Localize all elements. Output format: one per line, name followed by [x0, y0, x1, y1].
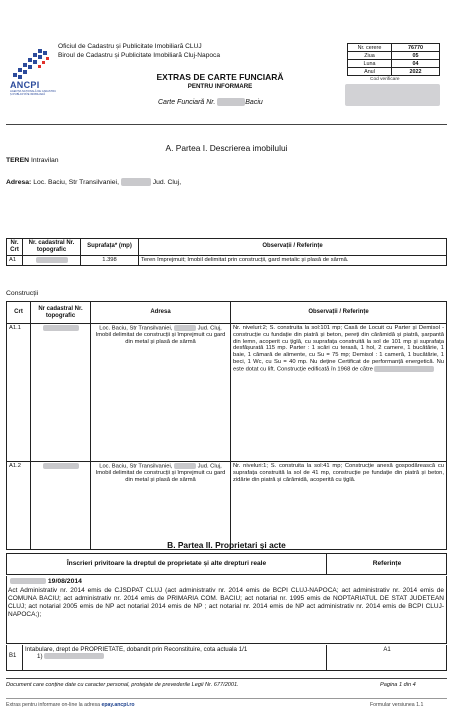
constructii-adresa-a: Loc. Baciu, Str Transilvaniei, [99, 463, 173, 470]
office-names [58, 42, 220, 60]
meta-label: Anul [348, 68, 392, 76]
cf-locality: Baciu [245, 98, 263, 106]
teren-cell-observatii: Teren împrejmuit; Imobil delimitat prin construcții, gard metalic și plasă de sârmă. [139, 255, 447, 265]
adresa-line [6, 178, 181, 186]
b1-referinte: A1 [383, 647, 391, 653]
table-row [7, 324, 447, 462]
meta-value: 04 [392, 60, 440, 68]
constructii-cell-cadastral [31, 324, 91, 462]
meta-label: Nr. cerere [348, 44, 392, 52]
partea2-header-referinte: Referințe [372, 560, 402, 567]
cod-verificare-label: Cod verificare [370, 77, 400, 82]
constructii-cell-observatii: Nr. niveluri:1; S. construita la sol:41 mp; Construcție anexă gospodărească cu suprafața construită la sol de 41 mp, construcție pe fundație din piatră și beton, zidărie din piatră și cărămidă, acoperită cu țiglă. [231, 462, 447, 550]
redacted-owner-name [44, 653, 104, 659]
footer-note: Document care conține date cu caracter personal, protejate de prevederile Legii Nr. 677/2001. [6, 682, 239, 688]
b1-text: Intabulare, drept de PROPRIETATE, dobandit prin Reconstituire, cota actuala 1/1 [25, 646, 248, 653]
cf-label: Carte Funciară Nr. [158, 98, 216, 106]
redacted-cadastral-number [36, 257, 68, 263]
partea2-header-inscrieri: Înscrieri privitoare la dreptul de proprietate și alte drepturi reale [7, 554, 327, 574]
adresa-label: Adresa: [6, 178, 32, 186]
footer-divider-bottom [6, 698, 447, 699]
partea1-title: A. Partea I. Descrierea imobilului [165, 143, 288, 153]
footer-left-prefix: Extras pentru informare on-line la adresa [6, 702, 100, 708]
table-row [7, 255, 447, 265]
constructii-header-adresa: Adresa [91, 302, 231, 324]
constructii-adresa-a: Loc. Baciu, Str Transilvaniei, [99, 325, 173, 332]
constructii-cell-crt: A1.2 [7, 462, 31, 550]
partea2-table-header [6, 553, 447, 575]
office-line-1: Oficiul de Cadastru și Publicitate Imobiliară CLUJ [58, 43, 202, 50]
constructii-header-cadastral: Nr cadastral Nr. topografic [31, 302, 91, 324]
teren-header-observatii: Observații / Referințe [139, 239, 447, 256]
redacted-address-number [121, 178, 151, 186]
redacted-address-number [174, 325, 196, 331]
constructii-cell-observatii [231, 324, 447, 462]
teren-cell-cadastral [23, 255, 81, 265]
carte-funciara-line [158, 98, 263, 106]
constructii-label: Construcții [6, 290, 39, 297]
partea2-title: B. Partea II. Proprietari și acte [167, 540, 286, 550]
constructii-cell-adresa [91, 324, 231, 462]
epay-link[interactable]: epay.ancpi.ro [101, 702, 135, 708]
redacted-address-number [174, 463, 196, 469]
redacted-verification-code [345, 84, 440, 106]
header-divider [6, 124, 447, 125]
footer-divider [6, 678, 447, 679]
redacted-cadastral-number [43, 325, 79, 331]
teren-header-suprafata: Suprafața* (mp) [81, 239, 139, 256]
b1-sub: 1) [37, 653, 43, 660]
act-date-line [10, 578, 82, 585]
redacted-cf-number [217, 98, 245, 106]
act-text: Act Administrativ nr. 2014 emis de CJSDPAT CLUJ (act administrativ nr. 2014 emis de BCPI CLUJ-NAPOCA; act administrativ nr. 2014 emis de COMUNA BACIU; act administrativ nr. 2014 emis de PRIMARIA COM. BACIU; act notarial nr. 1995 emis de NOPTARIATUL DE STAT JUDETEAN CLUJ; act notarial 2005 emis de NP act notarial 2014 emis de NP ; act notarial nr. 2014 emis de NP act administrativ nr. 2014 emis de BCPI CLUJ-NAPOCA;); [8, 587, 444, 618]
teren-header-crt: Nr. Crt [7, 239, 23, 256]
constructii-cell-cadastral [31, 462, 91, 550]
logo-text: ANCPI [10, 80, 40, 90]
teren-table [6, 238, 447, 266]
page-number: Pagina 1 din 4 [380, 682, 416, 688]
b1-owner-line [25, 653, 324, 660]
meta-label: Luna [348, 60, 392, 68]
meta-value: 2022 [392, 68, 440, 76]
b1-inscriere [23, 645, 327, 670]
b1-crt: B1 [7, 645, 23, 670]
table-row [7, 462, 447, 550]
teren-line [6, 157, 59, 164]
act-date: 19/08/2014 [47, 578, 82, 585]
logo-subtext: AGENȚIA NAȚIONALĂ DE CADASTRU ȘI PUBLICITATE IMOBILIARĂ [10, 90, 56, 96]
constructii-table [6, 301, 447, 550]
constructii-header-observatii: Observații / Referințe [231, 302, 447, 324]
meta-value: 76770 [392, 44, 440, 52]
teren-cell-crt: A1 [7, 255, 23, 265]
footer-online-line [6, 702, 135, 708]
meta-label: Ziua [348, 52, 392, 60]
teren-value: Intravilan [30, 157, 59, 164]
constructii-adresa-b: Jud. Cluj, Imobil delimitat de construcții și împrejmuit cu gard din metal și plasă de sârmă [95, 325, 226, 346]
request-meta-table [347, 43, 440, 76]
constructii-adresa-b: Jud. Cluj, Imobil delimitat de construcții și împrejmuit cu gard din metal și plasă de sârmă [95, 463, 226, 484]
office-line-2: Biroul de Cadastru și Publicitate Imobiliară Cluj-Napoca [58, 52, 220, 59]
redacted-builder-name [374, 366, 434, 372]
redacted-cadastral-number [43, 463, 79, 469]
constructii-obs-text: Nr. niveluri:2; S. construita la sol:101 mp; Casă de Locuit cu Parter și Demisol - construcție cu fundație din piatră și beton, pereți din cărămidă și piatră, șarpantă din lemn, acoperit cu țiglă, cu suprafața construită la sol de 101 mp și suprafața desfășurată 115 mp. Parter : 1 scări cu terasă, 1 hol, 2 camere, 1 bucătărie, 1 baie, 1 cămară de alimente, cu Su = 75 mp; Demisol : 1 cameră, 1 bucătărie, 1 beci, 1 Wc, cu Su = 40 mp. Nu deține Certificat de performanță energetică. Nu este dotat cu lift. Construcție edificată în 1968 de către [233, 325, 444, 373]
teren-header-cadastral: Nr. cadastral Nr. topografic [23, 239, 81, 256]
teren-cell-suprafata: 1.398 [81, 255, 139, 265]
teren-label: TEREN [6, 157, 30, 164]
constructii-cell-crt: A1.1 [7, 324, 31, 462]
constructii-header-crt: Crt [7, 302, 31, 324]
document-title: EXTRAS DE CARTE FUNCIARĂ [156, 72, 284, 82]
form-version: Formular versiunea 1.1 [370, 702, 424, 708]
constructii-cell-adresa [91, 462, 231, 550]
table-row [6, 645, 447, 671]
adresa-value-b: Jud. Cluj, [152, 178, 182, 186]
meta-value: 05 [392, 52, 440, 60]
redacted-registration-number [10, 578, 46, 584]
adresa-value-a: Loc. Baciu, Str Transilvaniei, [33, 178, 119, 186]
document-subtitle: PENTRU INFORMARE [187, 83, 253, 90]
